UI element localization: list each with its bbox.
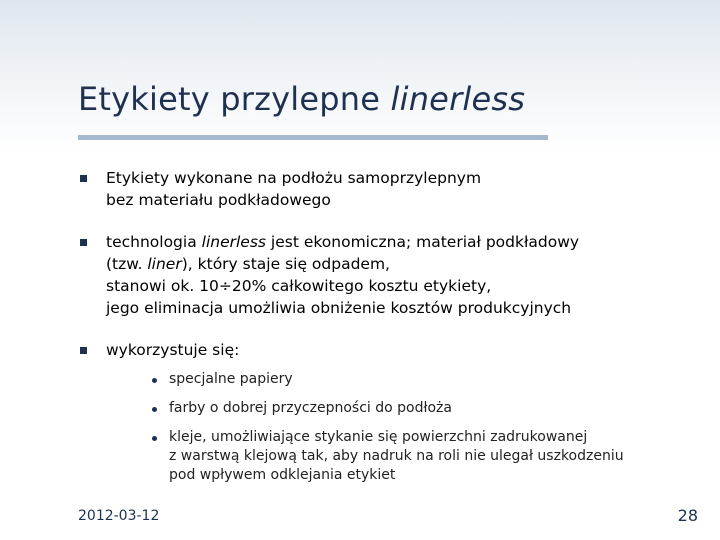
bullet-text: wykorzystuje się: (106, 341, 240, 359)
sub-bullet-list (152, 370, 712, 495)
bullet-list (80, 167, 690, 381)
bullet-item (80, 339, 690, 361)
sub-bullet-text: z warstwą klejową tak, aby nadruk na roli nie ulegał uszkodzeniu (169, 448, 624, 464)
sub-bullet-item (152, 399, 712, 418)
round-bullet-icon (152, 436, 157, 441)
page-number: 28 (677, 506, 698, 525)
sub-bullet-text: farby o dobrej przyczepności do podłoża (169, 400, 452, 416)
sub-bullet-text: pod wpływem odklejania etykiet (169, 467, 396, 483)
sub-bullet-text: kleje, umożliwiające stykanie się powierzchni zadrukowanej (169, 429, 588, 445)
bullet-text: Etykiety wykonane na podłożu samoprzylepnym (106, 169, 482, 187)
round-bullet-icon (152, 378, 157, 383)
bullet-text: jest ekonomiczna; materiał podkładowy (265, 233, 580, 251)
bullet-line (106, 189, 690, 211)
round-bullet-icon (152, 407, 157, 412)
bullet-text: stanowi ok. 10÷20% całkowitego kosztu etykiety, (106, 277, 492, 295)
bullet-text: bez materiału podkładowego (106, 191, 331, 209)
bullet-text: jego eliminacja umożliwia obniżenie kosztów produkcyjnych (106, 299, 572, 317)
bullet-line (106, 275, 690, 297)
bullet-item (80, 167, 690, 211)
slide-title (78, 80, 678, 118)
bullet-text: ), który staje się odpadem, (181, 255, 390, 273)
bullet-line (106, 339, 690, 361)
sub-bullet-item (152, 428, 712, 485)
bullet-line (106, 253, 690, 275)
bullet-italic-text: linerless (201, 233, 266, 251)
title-main-text: Etykiety przylepne (78, 80, 391, 118)
bullet-line (106, 167, 690, 189)
square-bullet-icon (80, 175, 87, 182)
square-bullet-icon (80, 347, 87, 354)
bullet-text: (tzw. (106, 255, 148, 273)
sub-bullet-text: specjalne papiery (169, 371, 293, 387)
square-bullet-icon (80, 239, 87, 246)
title-italic-text: linerless (390, 80, 526, 118)
bullet-item (80, 231, 690, 319)
bullet-italic-text: liner (147, 255, 182, 273)
sub-bullet-item (152, 370, 712, 389)
header-background (0, 0, 720, 150)
bullet-text: technologia (106, 233, 202, 251)
bullet-line (106, 231, 690, 253)
title-underline (78, 135, 548, 140)
bullet-line (106, 297, 690, 319)
footer-date: 2012-03-12 (78, 508, 160, 524)
